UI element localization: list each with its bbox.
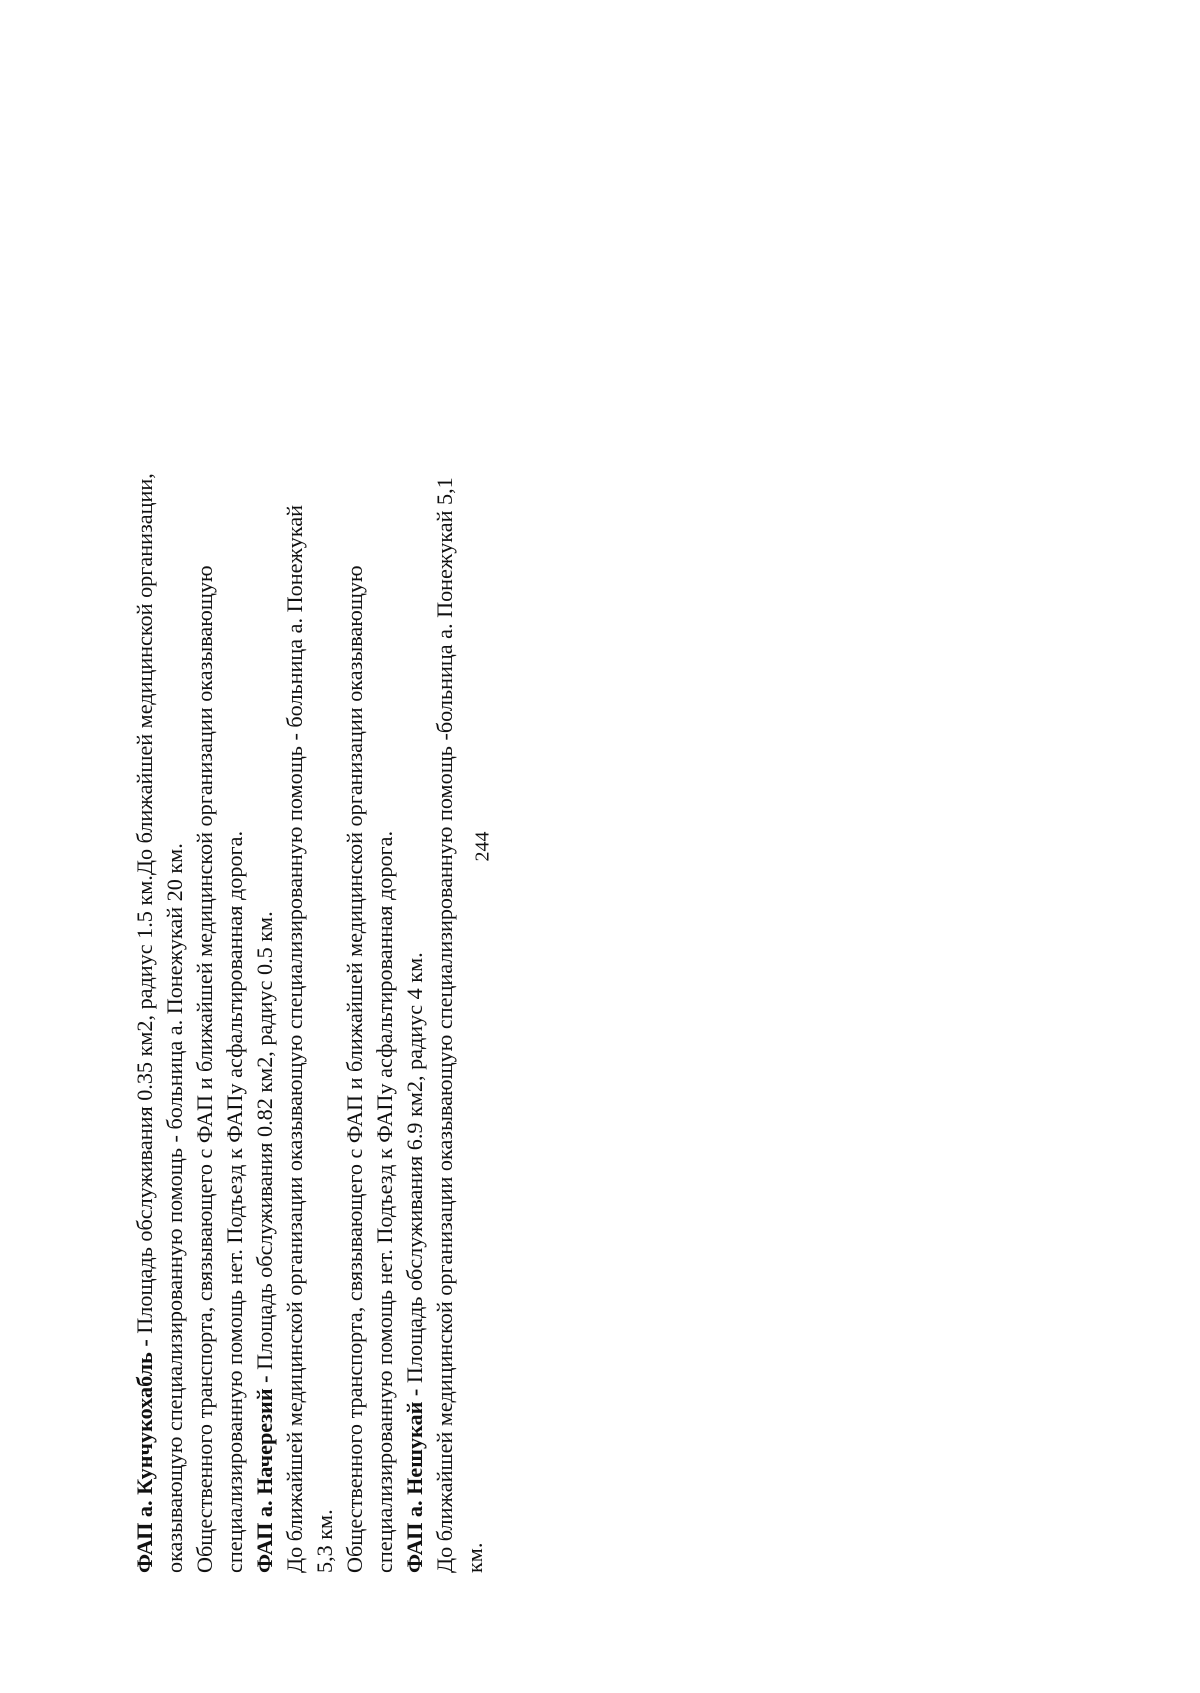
page-number: 244 (471, 831, 494, 862)
text-line: До ближайшей медицинской организации оказывающую специализированную помощь - больница а. Понежукай (282, 504, 307, 1573)
text-line: Общественного транспорта, связывающего с ФАП и ближайшей медицинской организации оказывающую (342, 565, 367, 1573)
text-line: До ближайшей медицинской организации оказывающую специализированную помощь -больница а. Понежукай 5,1 (432, 477, 457, 1573)
text-line: Общественного транспорта, связывающего с ФАП и ближайшей медицинской организации оказывающую (192, 565, 217, 1573)
text-line: км. (462, 1542, 487, 1573)
text-line: оказывающую специализированную помощь - больница а. Понежукай 20 км. (162, 843, 187, 1573)
text-line: ФАП а. Нешукай - Площадь обслуживания 6.9 км2, радиус 4 км. (402, 952, 427, 1573)
text-line: ФАП а. Начерезий - Площадь обслуживания 0.82 км2, радиус 0.5 км. (252, 911, 277, 1573)
text-line: 5,3 км. (312, 1509, 337, 1573)
text-line: специализированную помощь нет. Подъезд к ФАПу асфальтированная дорога. (222, 830, 247, 1573)
text-line: специализированную помощь нет. Подъезд к ФАПу асфальтированная дорога. (372, 830, 397, 1573)
text-line: ФАП а. Кунчукохабль - Площадь обслуживания 0.35 км2, радиус 1.5 км.До ближайшей медицинской организации, (132, 473, 157, 1573)
